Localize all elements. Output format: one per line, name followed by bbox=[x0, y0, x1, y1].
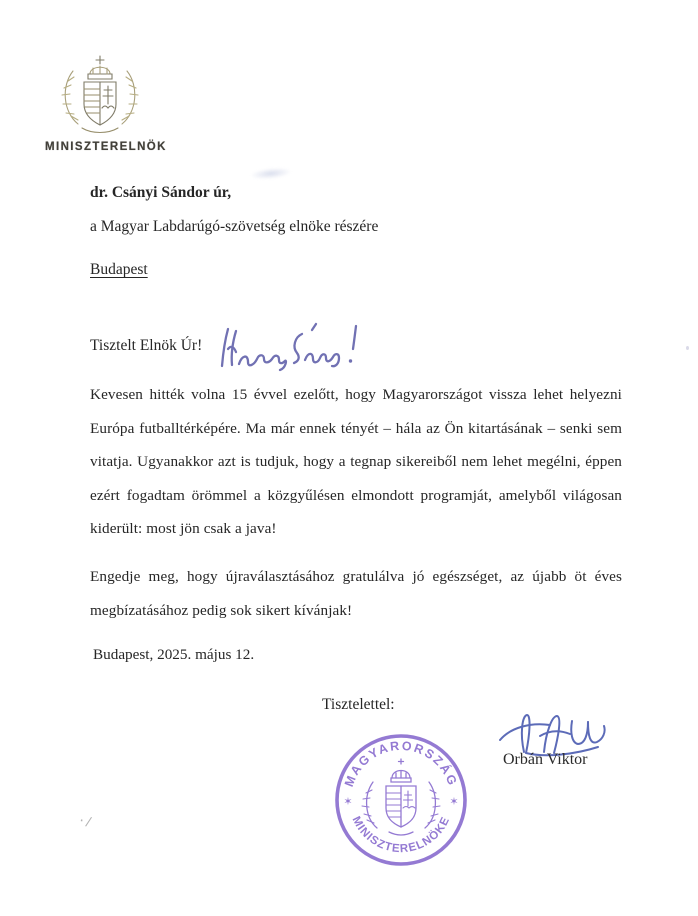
body-line: Európa futballtérképére. Ma már ennek tényét – hála az Ön kitartásának – senki sem bbox=[90, 419, 622, 437]
official-stamp-icon bbox=[333, 732, 469, 868]
handwritten-note bbox=[198, 316, 368, 376]
scan-dot-artifact bbox=[686, 346, 689, 350]
stamp-coat-of-arms-icon bbox=[362, 759, 440, 835]
recipient-city: Budapest bbox=[90, 261, 148, 278]
stamp-star-right-icon: ✶ bbox=[449, 796, 459, 808]
body-line: ezért fogadtam örömmel a közgyűlésen elmondott programját, amelyből világosan bbox=[90, 486, 622, 504]
stamp-star-left-icon: ✶ bbox=[343, 796, 353, 808]
recipient-name: dr. Csányi Sándor úr, bbox=[90, 184, 232, 201]
closing-phrase: Tisztelettel: bbox=[322, 696, 395, 713]
body-paragraph-2 bbox=[90, 560, 622, 627]
body-paragraph-1 bbox=[90, 378, 622, 546]
body-line: vitatja. Ugyanakkor azt is tudjuk, hogy a tegnap sikereiből nem lehet megélni, éppen bbox=[90, 453, 622, 471]
stamp-top-text: MAGYARORSZÁG bbox=[341, 738, 461, 789]
handwriting-ink-icon bbox=[198, 316, 368, 376]
stamp-bottom-text: MINISZTERELNÖKE bbox=[349, 814, 453, 856]
body-line: Engedje meg, hogy újraválasztásához gratulálva jó egészséget, az újabb öt éves bbox=[90, 568, 622, 585]
body-line: Kevesen hitték volna 15 évvel ezelőtt, hogy Magyarországot vissza lehet helyezni bbox=[90, 386, 622, 403]
scan-mark-artifact: ·/ bbox=[77, 813, 94, 829]
salutation-printed: Tisztelt Elnök Úr! bbox=[90, 337, 203, 354]
hungarian-coat-of-arms-icon bbox=[52, 52, 148, 136]
letterhead-office-title: MINISZTERELNÖK bbox=[45, 141, 167, 153]
letterhead-crest bbox=[52, 52, 148, 136]
body-line: megbízatásához pedig sok sikert kívánjak! bbox=[90, 601, 353, 619]
scan-smudge-artifact bbox=[250, 166, 293, 181]
recipient-title: a Magyar Labdarúgó-szövetség elnöke részére bbox=[90, 218, 379, 235]
official-stamp bbox=[333, 732, 469, 868]
body-line: kiderült: most jön csak a java! bbox=[90, 520, 277, 538]
dateline: Budapest, 2025. május 12. bbox=[93, 646, 255, 663]
signer-name: Orbán Viktor bbox=[503, 751, 588, 768]
